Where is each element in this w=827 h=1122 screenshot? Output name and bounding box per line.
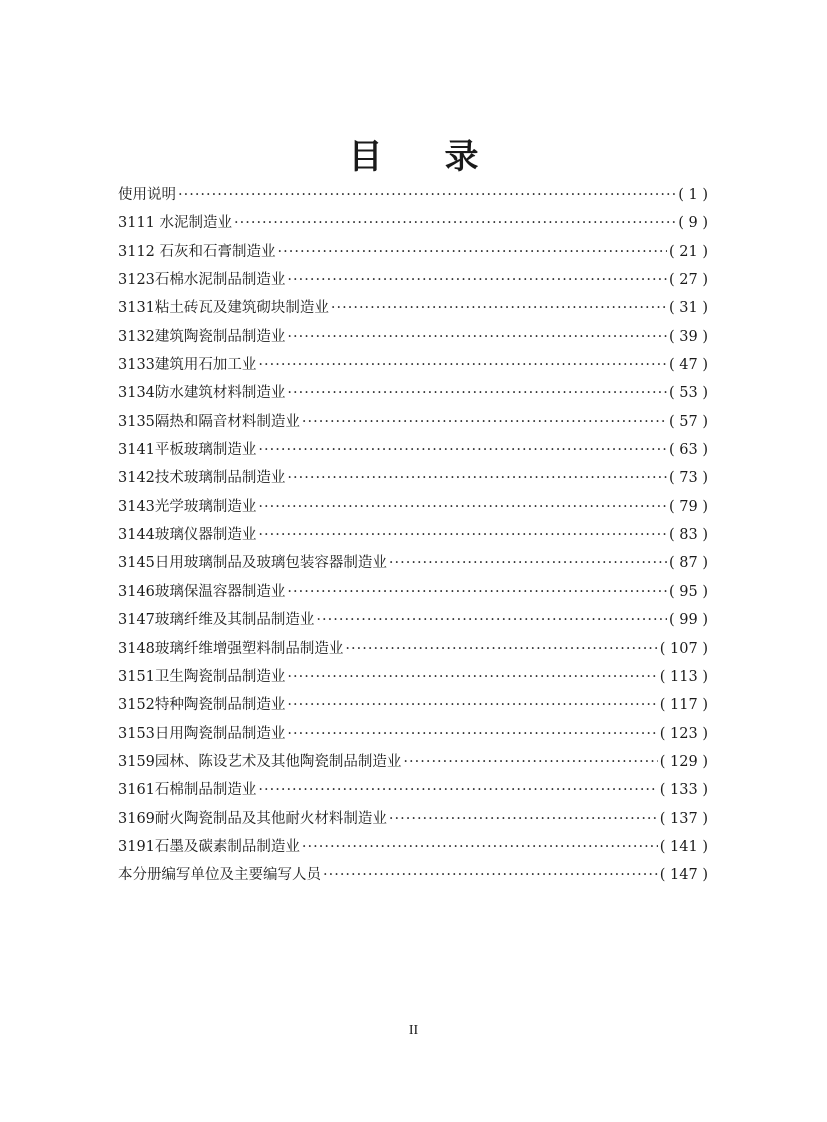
toc-entry-label: 3152特种陶瓷制品制造业 (118, 697, 286, 714)
toc-entry-page: ( 83 ) (669, 527, 708, 544)
toc-entry-label: 3159园林、陈设艺术及其他陶瓷制品制造业 (118, 753, 402, 770)
toc-entry-label: 3169耐火陶瓷制品及其他耐火材料制造业 (118, 810, 387, 827)
page-number: II (408, 1023, 419, 1038)
page-title-char-1: 目 (348, 136, 383, 177)
toc-entry-page: ( 79 ) (669, 498, 708, 515)
toc-entry[interactable] (118, 266, 708, 294)
toc-entry[interactable] (118, 833, 708, 861)
toc-entry-page: ( 137 ) (659, 810, 708, 827)
dot-leader (287, 464, 667, 492)
toc-entry-page: ( 53 ) (669, 385, 708, 402)
dot-leader (287, 266, 667, 294)
toc-entry-label: 3191石墨及碳素制品制造业 (118, 838, 300, 855)
toc-entry-page: ( 99 ) (669, 612, 708, 629)
dot-leader (345, 635, 657, 663)
toc-entry[interactable] (118, 663, 708, 691)
toc-entry-label: 3132建筑陶瓷制品制造业 (118, 328, 286, 345)
dot-leader (258, 521, 667, 549)
toc-entry-label: 3111 水泥制造业 (118, 215, 233, 232)
dot-leader (389, 549, 667, 577)
dot-leader (316, 606, 667, 634)
toc-entry-label: 3145日用玻璃制品及玻璃包装容器制造业 (118, 555, 387, 572)
toc-entry-label: 本分册编写单位及主要编写人员 (118, 867, 321, 884)
dot-leader (331, 294, 667, 322)
toc-entry[interactable] (118, 209, 708, 237)
toc-entry-page: ( 113 ) (659, 668, 708, 685)
toc-entry-page: ( 27 ) (669, 272, 708, 289)
toc-entry-label: 使用说明 (118, 187, 176, 203)
toc-entry[interactable] (118, 578, 708, 606)
toc-entry-page: ( 1 ) (678, 187, 708, 203)
toc-entry[interactable] (118, 720, 708, 748)
dot-leader (302, 408, 667, 436)
toc-entry[interactable] (118, 861, 708, 889)
toc-entry-label: 3141平板玻璃制造业 (118, 442, 257, 459)
toc-entry-label: 3148玻璃纤维增强塑料制品制造业 (118, 640, 344, 657)
dot-leader (287, 379, 667, 407)
dot-leader (287, 323, 667, 351)
toc-entry-label: 3142技术玻璃制品制造业 (118, 470, 286, 487)
toc-entry[interactable] (118, 606, 708, 634)
toc-entry-label: 3147玻璃纤维及其制品制造业 (118, 612, 315, 629)
toc-entry-page: ( 123 ) (659, 725, 708, 742)
toc-entry-label: 3134防水建筑材料制造业 (118, 385, 286, 402)
dot-leader (178, 181, 676, 209)
dot-leader (287, 691, 657, 719)
toc-entry-label: 3112 石灰和石膏制造业 (118, 243, 276, 260)
toc-entry-page: ( 57 ) (669, 413, 708, 430)
toc-entry-page: ( 141 ) (659, 838, 708, 855)
toc-entry-label: 3143光学玻璃制造业 (118, 498, 257, 515)
toc-entry-page: ( 9 ) (678, 215, 708, 232)
dot-leader (258, 351, 667, 379)
toc-entry[interactable] (118, 635, 708, 663)
toc-entry-label: 3133建筑用石加工业 (118, 357, 257, 374)
table-of-contents (118, 181, 708, 890)
toc-entry[interactable] (118, 379, 708, 407)
toc-entry-page: ( 21 ) (669, 243, 708, 260)
page-title-char-2: 录 (444, 136, 479, 177)
toc-entry[interactable] (118, 436, 708, 464)
toc-entry-page: ( 63 ) (669, 442, 708, 459)
dot-leader (258, 436, 667, 464)
page-title (0, 135, 827, 179)
toc-entry-page: ( 147 ) (659, 867, 708, 884)
toc-entry-label: 3144玻璃仪器制造业 (118, 527, 257, 544)
toc-entry-label: 3135隔热和隔音材料制造业 (118, 413, 300, 430)
toc-entry-label: 3151卫生陶瓷制品制造业 (118, 668, 286, 685)
toc-entry[interactable] (118, 238, 708, 266)
dot-leader (389, 805, 658, 833)
toc-entry-page: ( 129 ) (659, 753, 708, 770)
dot-leader (278, 238, 668, 266)
toc-entry-page: ( 117 ) (659, 697, 708, 714)
toc-entry-page: ( 31 ) (669, 300, 708, 317)
toc-entry-label: 3146玻璃保温容器制造业 (118, 583, 286, 600)
toc-entry[interactable] (118, 181, 708, 209)
toc-entry-page: ( 39 ) (669, 328, 708, 345)
toc-entry-page: ( 107 ) (659, 640, 708, 657)
dot-leader (287, 663, 657, 691)
toc-entry-page: ( 87 ) (669, 555, 708, 572)
toc-entry-label: 3161石棉制品制造业 (118, 782, 257, 799)
toc-entry-page: ( 73 ) (669, 470, 708, 487)
toc-entry[interactable] (118, 323, 708, 351)
dot-leader (258, 776, 657, 804)
toc-entry-page: ( 133 ) (659, 782, 708, 799)
toc-entry-page: ( 95 ) (669, 583, 708, 600)
toc-entry-page: ( 47 ) (669, 357, 708, 374)
dot-leader (258, 493, 667, 521)
dot-leader (403, 748, 657, 776)
toc-entry[interactable] (118, 521, 708, 549)
toc-entry[interactable] (118, 776, 708, 804)
toc-entry[interactable] (118, 294, 708, 322)
toc-entry[interactable] (118, 805, 708, 833)
toc-entry[interactable] (118, 464, 708, 492)
toc-entry[interactable] (118, 748, 708, 776)
toc-entry[interactable] (118, 493, 708, 521)
toc-entry-label: 3123石棉水泥制品制造业 (118, 272, 286, 289)
dot-leader (323, 861, 658, 889)
toc-entry[interactable] (118, 691, 708, 719)
dot-leader (287, 578, 667, 606)
dot-leader (287, 720, 657, 748)
toc-entry-label: 3131粘土砖瓦及建筑砌块制造业 (118, 300, 329, 317)
toc-entry[interactable] (118, 549, 708, 577)
dot-leader (302, 833, 658, 861)
toc-entry[interactable] (118, 408, 708, 436)
toc-entry-label: 3153日用陶瓷制品制造业 (118, 725, 286, 742)
toc-entry[interactable] (118, 351, 708, 379)
dot-leader (234, 209, 676, 237)
